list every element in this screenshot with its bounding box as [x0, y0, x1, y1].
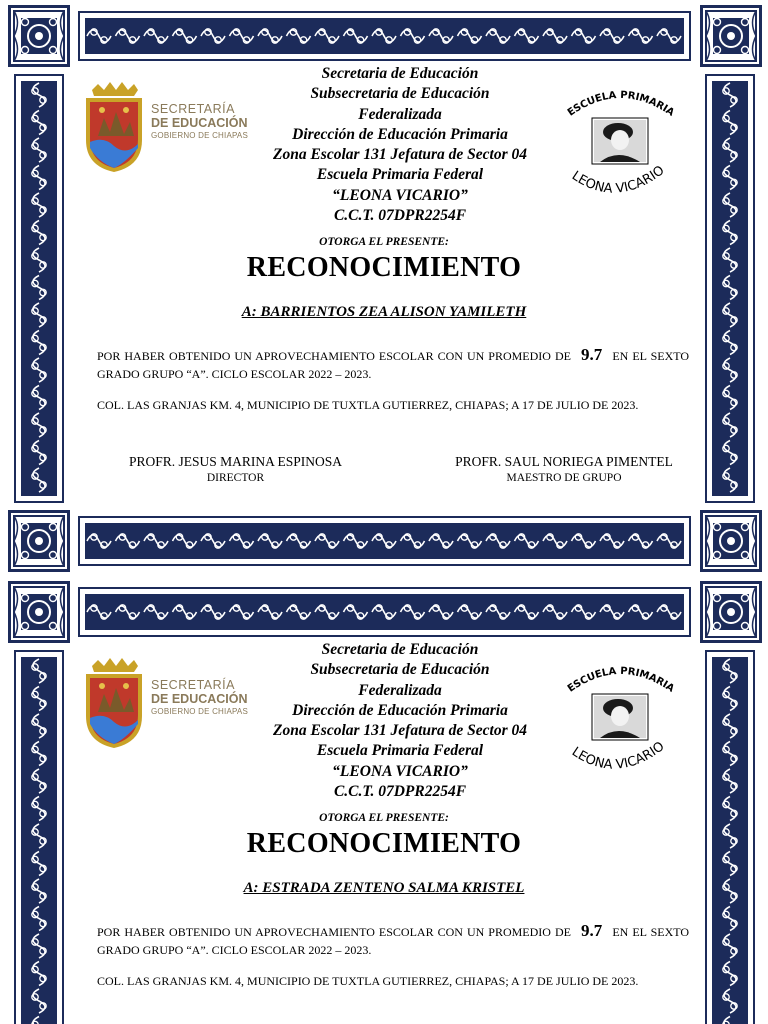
recipient-name: A: BARRIENTOS ZEA ALISON YAMILETH — [241, 304, 527, 320]
header-line: Secretaria de Educación — [321, 65, 479, 82]
otorga-label: OTORGA EL PRESENTE: — [319, 236, 449, 248]
header-line: C.C.T. 07DPR2254F — [333, 783, 467, 801]
signature-role: DIRECTOR — [206, 472, 265, 484]
bottom-border-band — [78, 516, 691, 566]
header-line: Subsecretaria de Educación — [310, 661, 490, 679]
header-line: Federalizada — [358, 681, 442, 699]
place-date: COL. LAS GRANJAS KM. 4, MUNICIPIO DE TUXTLA GUTIERREZ, CHIAPAS; A 17 DE JULIO DE 2023. — [97, 974, 639, 988]
logo-line-educacion: DE EDUCACIÓN — [151, 116, 248, 130]
header-line: Zona Escolar 131 Jefatura de Sector 04 — [272, 722, 528, 740]
school-logo-top-text: ESCUELA PRIMARIA — [565, 665, 677, 695]
secretaria-educacion-logo — [84, 658, 259, 750]
signature-director — [108, 454, 363, 484]
header-line: “LEONA VICARIO” — [332, 186, 468, 204]
recipient-name: A: ESTRADA ZENTENO SALMA KRISTEL — [243, 880, 525, 896]
header-block — [240, 640, 560, 802]
certificate-2 — [0, 576, 768, 1024]
logo-line-gobierno: GOBIERNO DE CHIAPAS — [151, 707, 249, 716]
header-line: Escuela Primaria Federal — [316, 166, 484, 184]
header-line: Dirección de Educación Primaria — [292, 701, 508, 719]
escuela-leona-vicario-logo — [558, 656, 683, 786]
top-border-band — [78, 11, 691, 61]
portrait-icon — [592, 694, 648, 740]
school-logo-top-text: ESCUELA PRIMARIA — [565, 89, 677, 119]
logo-line-gobierno: GOBIERNO DE CHIAPAS — [151, 131, 249, 140]
place-date: COL. LAS GRANJAS KM. 4, MUNICIPIO DE TUXTLA GUTIERREZ, CHIAPAS; A 17 DE JULIO DE 2023. — [97, 398, 639, 412]
signature-name: PROFR. SAUL NORIEGA PIMENTEL — [455, 454, 673, 469]
achievement-text-end: EN EL SEXTO GRADO GRUPO “A”. CICLO ESCOLAR 2022 – 2023. — [97, 925, 690, 957]
achievement-text — [97, 346, 689, 383]
otorga-label: OTORGA EL PRESENTE: — [319, 812, 449, 824]
top-border-band — [78, 587, 691, 637]
escuela-leona-vicario-logo — [558, 80, 683, 210]
right-border-band — [705, 74, 755, 503]
left-border-band — [14, 74, 64, 503]
grade-average: 9.7 — [581, 345, 603, 364]
achievement-text-end: EN EL SEXTO GRADO GRUPO “A”. CICLO ESCOLAR 2022 – 2023. — [97, 349, 690, 381]
corner-ornament — [8, 581, 70, 643]
certificate-title: RECONOCIMIENTO — [246, 828, 522, 859]
signature-name: PROFR. JESUS MARINA ESPINOSA — [128, 454, 343, 469]
header-line: Zona Escolar 131 Jefatura de Sector 04 — [272, 146, 528, 164]
corner-ornament — [700, 5, 762, 67]
header-line: Secretaria de Educación — [321, 641, 479, 658]
chiapas-shield-icon — [84, 658, 144, 750]
header-block — [240, 64, 560, 226]
logo-line-secretaria: SECRETARÍA — [151, 102, 235, 116]
corner-ornament — [8, 510, 70, 572]
achievement-text — [97, 922, 689, 959]
achievement-text-start: POR HABER OBTENIDO UN APROVECHAMIENTO ESCOLAR CON UN PROMEDIO DE — [97, 925, 571, 939]
signature-role: MAESTRO DE GRUPO — [506, 472, 622, 484]
header-line: Federalizada — [358, 105, 442, 123]
portrait-icon — [592, 118, 648, 164]
header-line: Subsecretaria de Educación — [310, 85, 490, 103]
chiapas-shield-icon — [84, 82, 144, 174]
header-line: Escuela Primaria Federal — [316, 742, 484, 760]
grade-average: 9.7 — [581, 921, 603, 940]
achievement-text-start: POR HABER OBTENIDO UN APROVECHAMIENTO ESCOLAR CON UN PROMEDIO DE — [97, 349, 571, 363]
logo-line-educacion: DE EDUCACIÓN — [151, 692, 248, 706]
certificate-title: RECONOCIMIENTO — [246, 252, 522, 283]
logo-line-secretaria: SECRETARÍA — [151, 678, 235, 692]
corner-ornament — [700, 581, 762, 643]
header-line: “LEONA VICARIO” — [332, 762, 468, 780]
secretaria-educacion-logo — [84, 82, 259, 174]
school-logo-bottom-text: LEONA VICARIO — [568, 739, 668, 773]
signature-teacher — [440, 454, 688, 484]
corner-ornament — [8, 5, 70, 67]
corner-ornament — [700, 510, 762, 572]
header-line: C.C.T. 07DPR2254F — [333, 207, 467, 225]
school-logo-bottom-text: LEONA VICARIO — [568, 163, 668, 197]
header-line: Dirección de Educación Primaria — [292, 125, 508, 143]
